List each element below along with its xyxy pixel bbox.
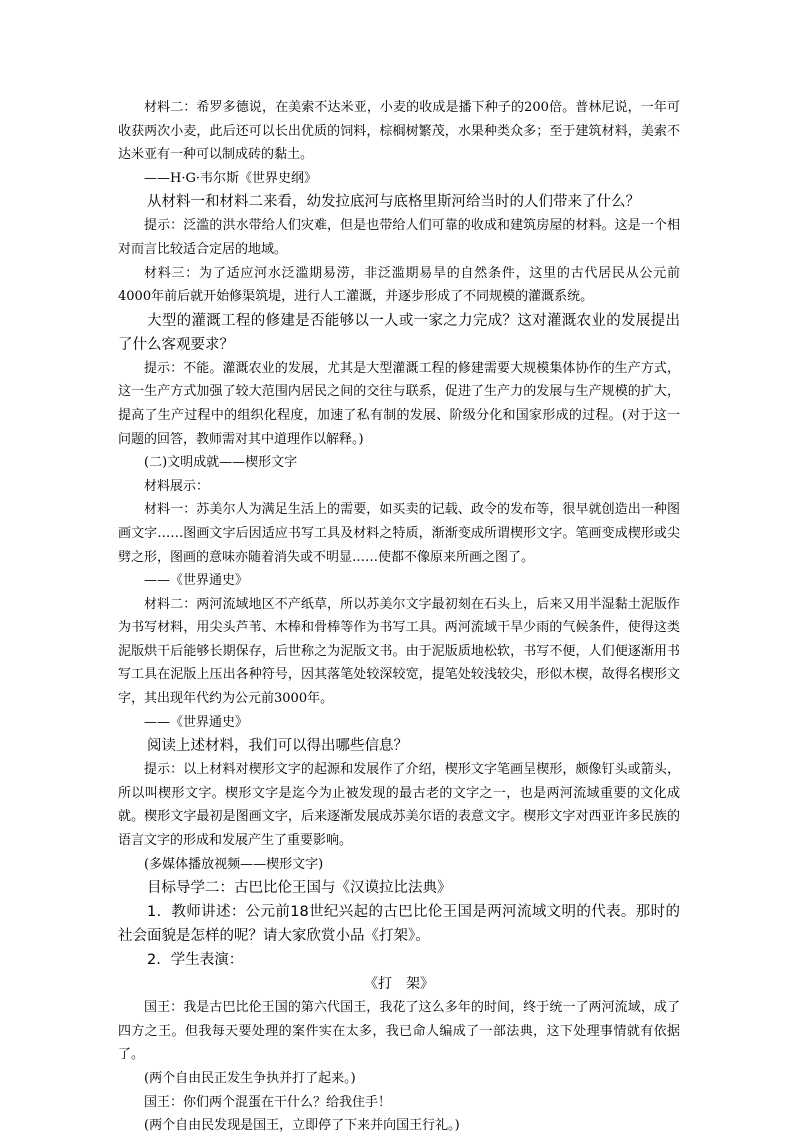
material-one-text: 材料一：苏美尔人为满足生活上的需要，如买卖的记载、政令的发布等，很早就创造出一种图画文字……图画文字后因适应书写工具及材料之特质，渐渐变成所谓楔形文字。笔画变成楔形或尖劈之形，图画的意味亦随着消失或不明显……使都不像原来所画之图了。 bbox=[118, 502, 680, 565]
learning-goal-heading: 目标导学二：古巴比伦王国与《汉谟拉比法典》 bbox=[147, 880, 452, 897]
skit-title: 《打 架》 bbox=[364, 976, 434, 993]
question: 从材料一和材料二来看，幼发拉底河与底格里斯河给当时的人们带来了什么？ bbox=[147, 194, 640, 211]
question: 大型的灌溉工程的修建是否能够以一人或一家之力完成？这对灌溉农业的发展提出了什么客观要求？ bbox=[118, 312, 680, 353]
question: 阅读上述材料，我们可以得出哪些信息？ bbox=[147, 738, 408, 755]
source-citation: ——《世界通史》 bbox=[144, 714, 249, 730]
section-heading: (二)文明成就——楔形文字 bbox=[144, 455, 298, 471]
stage-direction: (两个自由民发现是国王，立即停了下来并向国王行礼。) bbox=[144, 1118, 460, 1134]
hint-text: 提示：以上材料对楔形文字的起源和发展作了介绍，楔形文字笔画呈楔形，颇像钉头或箭头，所以叫楔形文字。楔形文字是迄今为止被发现的最古老的文字之一，也是两河流域重要的文化成就。楔形文字最初是图画文字，后来逐渐发展成苏美尔语的表意文字。楔形文字对西亚许多民族的语言文字的形成和发展产生了重要影响。 bbox=[118, 762, 680, 849]
skit-line: 国王：你们两个混蛋在干什么？给我住手！ bbox=[144, 1094, 392, 1110]
document-page bbox=[118, 96, 680, 1138]
stage-direction: (两个自由民正发生争执并打了起来。) bbox=[144, 1071, 356, 1086]
source-citation: ——H·G·韦尔斯《世界史纲》 bbox=[144, 170, 317, 186]
hint-text: 提示：不能。灌溉农业的发展，尤其是大型灌溉工程的修建需要大规模集体协作的生产方式，这一生产方式加强了较大范围内居民之间的交往与联系，促进了生产力的发展与生产规模的扩大，提高了生产过程中的组织化程度，加速了私有制的发展、阶级分化和国家形成的过程。(对于这一问题的回答，教师需对其中道理作以解释。) bbox=[118, 360, 680, 447]
student-performance-label: 2．学生表演： bbox=[147, 952, 244, 969]
material-display-label: 材料展示： bbox=[144, 478, 210, 494]
teacher-narration: 1．教师讲述：公元前18世纪兴起的古巴比伦王国是两河流域文明的代表。那时的社会面貌是怎样的呢？请大家欣赏小品《打架》。 bbox=[118, 904, 680, 945]
source-citation: ——《世界通史》 bbox=[144, 573, 249, 589]
material-two-text: 材料二：两河流域地区不产纸草，所以苏美尔文字最初刻在石头上，后来又用半湿黏土泥版作为书写材料，用尖头芦苇、木棒和骨棒等作为书写工具。两河流域干旱少雨的气候条件，使得这类泥版烘干后能够长期保存，后世称之为泥版文书。由于泥版质地松软，书写不便，人们便逐渐用书写工具在泥版上压出各种符号，因其落笔处较深较宽，提笔处较浅较尖，形似木楔，故得名楔形文字，其出现年代约为公元前3000年。 bbox=[118, 596, 680, 707]
hint-text: 提示：泛滥的洪水带给人们灾难，但是也带给人们可靠的收成和建筑房屋的材料。这是一个相对而言比较适合定居的地域。 bbox=[118, 218, 680, 257]
media-note: (多媒体播放视频——楔形文字) bbox=[144, 856, 324, 872]
skit-line: 国王：我是古巴比伦王国的第六代国王，我花了这么多年的时间，终于统一了两河流域，成了四方之王。但我每天要处理的案件实在太多，我已命人编成了一部法典，这下处理事情就有依据了。 bbox=[118, 1000, 680, 1063]
material-three-text: 材料三：为了适应河水泛滥期易涝，非泛滥期易旱的自然条件，这里的古代居民从公元前4000年前后就开始修渠筑堤，进行人工灌溉，并逐步形成了不同规模的灌溉系统。 bbox=[118, 265, 680, 305]
material-two-text: 材料二：希罗多德说，在美索不达米亚，小麦的收成是播下种子的200倍。普林尼说，一年可收获两次小麦，此后还可以长出优质的饲料，棕榈树繁茂，水果种类众多；至于建筑材料，美索不达米亚有一种可以制成砖的黏土。 bbox=[118, 100, 680, 163]
